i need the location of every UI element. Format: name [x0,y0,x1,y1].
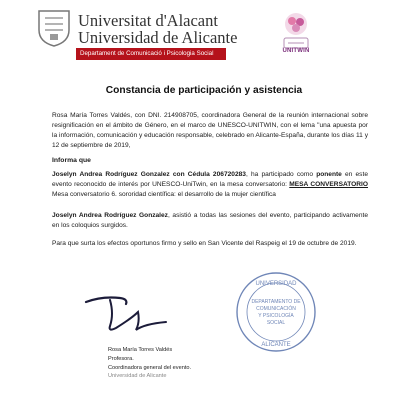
handwritten-signature [80,288,170,338]
signer-name: Rosa María Torres Valdés [108,347,173,353]
closing-paragraph: Para que surta los efectos oportunos firmo y sello en San Vicente del Raspeig el 19 de octubre de 2019. [52,240,357,247]
stamp-top: UNIVERSIDAD [255,281,297,287]
signer-extra: Universidad de Alicante [108,373,167,379]
intro-paragraph: Rosa María Torres Valdés, con DNI. 214908705, coordinadora General de la reunión internacional sobre resignificación en el ámbito de Género, en el marco de UNESCO-UNITWIN, con el lema "una apuesta por la información, comunicación y educación responsable, celebrado en Alicante-España, durante los días 11 y 12 de septiembre de 2019, [52,112,368,149]
attendance-text: , asistió a todas las sesiones del evento, participando activamente en los coloquios surgidos. [52,212,368,229]
university-logo [36,8,246,60]
informa-heading: Informa que [52,157,91,164]
participation-text-3: Mesa conversatorio 6. sororidad científica: el desarrollo de la mujer científica [52,191,276,198]
participation-text-2: en este evento reconocido de interés por UNESCO-UniTwin, en la mesa conversatorio: [52,171,368,188]
stamp-line-3: Y PSICOLOGÍA [258,313,294,319]
university-name-ca: Universitat d'Alacant [78,11,218,30]
signer-title: Profesora. [108,356,134,362]
document-title: Constancia de participación y asistencia [105,85,303,96]
participation-role: ponente [316,171,342,178]
stamp-line-1: DEPARTAMENTO DE [251,299,301,305]
attendance-paragraph [52,211,368,231]
stamp-line-4: SOCIAL [266,320,286,326]
stamp-bottom: ALICANTE [261,342,291,348]
department-stamp [234,270,318,354]
participation-paragraph [52,170,368,200]
mesa-label: MESA CONVERSATORIO [289,181,368,188]
signer-role: Coordinadora general del evento. [108,365,192,371]
unitwin-label: UNITWIN [282,48,310,54]
university-emblem-icon [36,8,72,48]
university-name-es: Universidad de Alicante [78,28,238,47]
participant-name-id: Joselyn Andrea Rodríguez Gonzalez con Cédula 206720283 [52,171,246,178]
participation-text-1: , ha participado como [245,171,317,178]
department-name: Departament de Comunicació i Psicologia Social [80,50,214,57]
stamp-line-2: COMUNICACIÓN [256,306,296,312]
attendee-name: Joselyn Andrea Rodríguez Gonzalez [52,212,168,219]
